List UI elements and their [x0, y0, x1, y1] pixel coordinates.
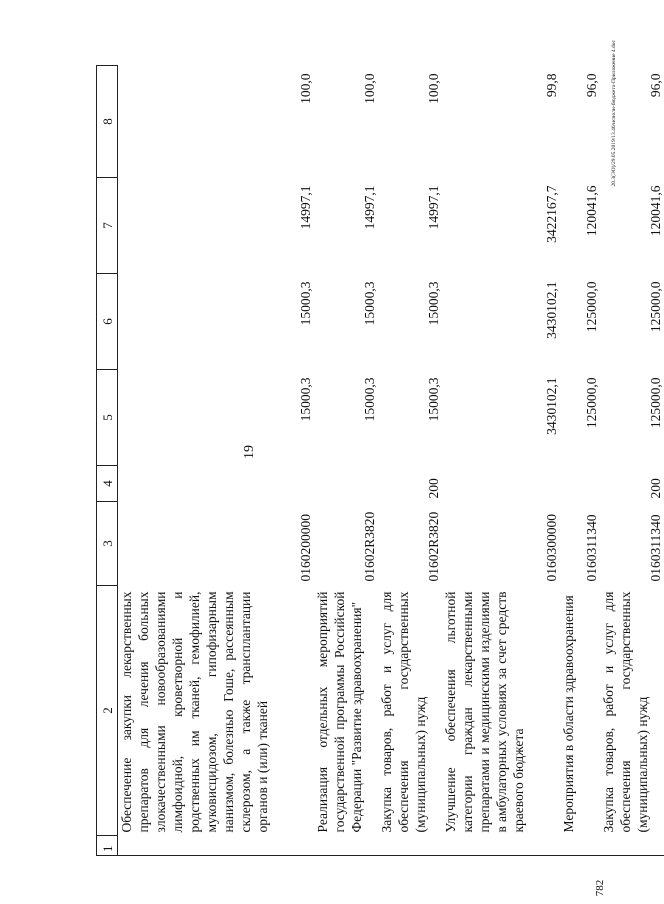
row-clarified: 15000,3 — [298, 281, 313, 326]
row-percent: 100,0 — [362, 73, 377, 104]
header-col-5: 5 — [97, 370, 118, 466]
row-clarified: 125000,0 — [584, 281, 599, 333]
row-executed: 14997,1 — [298, 185, 313, 230]
corner-page-number: 782 — [594, 879, 606, 897]
row-name: Обеспечение закупки лекарственных препаратов для лечения больных злокачественными новообразованиями лимфоидной, кроветворной и родственных им тканей, гемофилией, муковисцидозом, гипофизарным нанизмом, болезнью Гоше, рассеянным склерозом, а также трансплантации органов и (или) тканей — [119, 591, 270, 833]
row-name: Закупка товаров, работ и услуг для обеспечения государственных (муниципальных) нужд — [601, 591, 650, 833]
row-plan: 125000,0 — [584, 377, 599, 429]
row-vr: 200 — [648, 478, 663, 499]
row-percent: 96,0 — [648, 73, 663, 98]
header-col-6: 6 — [97, 274, 118, 370]
header-col-3: 3 — [97, 502, 118, 586]
table-row — [314, 66, 378, 856]
table-row — [118, 66, 315, 856]
row-code: 0160311340 — [648, 514, 663, 582]
row-code: 01602R3820 — [362, 511, 377, 582]
table-row — [378, 66, 442, 856]
row-vr — [118, 466, 315, 502]
header-col-2: 2 — [97, 586, 118, 836]
row-plan: 15000,3 — [426, 377, 441, 422]
row-number-cell — [560, 836, 600, 856]
row-name: Улучшение обеспечения льготной категории граждан лекарственными препаратами и медицинскими изделиями в амбулаторных условиях за счет средств краевого бюджета — [443, 591, 526, 833]
row-percent: 100,0 — [426, 73, 441, 104]
row-executed: 120041,6 — [584, 185, 599, 237]
row-executed: 14997,1 — [426, 185, 441, 230]
header-col-7: 7 — [97, 178, 118, 274]
header-col-8: 8 — [97, 66, 118, 178]
row-clarified: 125000,0 — [648, 281, 663, 333]
row-vr — [560, 466, 600, 502]
row-clarified: 15000,3 — [426, 281, 441, 326]
row-plan: 15000,3 — [298, 377, 313, 422]
row-code: 0160200000 — [298, 514, 313, 582]
row-executed: 3422167,7 — [544, 185, 559, 243]
page-number: 19 — [242, 445, 257, 459]
row-number-cell — [314, 836, 378, 856]
row-code: 0160300000 — [544, 514, 559, 582]
header-col-1: 1 — [97, 836, 118, 856]
row-plan: 125000,0 — [648, 377, 663, 429]
row-name: Мероприятия в области здравоохранения — [561, 595, 576, 833]
row-name: Закупка товаров, работ и услуг для обеспечения государственных (муниципальных) нужд — [379, 591, 428, 833]
row-percent: 99,8 — [544, 73, 559, 98]
row-vr: 200 — [426, 478, 441, 499]
table-row — [600, 66, 664, 856]
row-number-cell — [378, 836, 442, 856]
row-clarified: 15000,3 — [362, 281, 377, 326]
row-code: 0160311340 — [584, 514, 599, 582]
budget-execution-table — [96, 65, 664, 856]
table-row — [560, 66, 600, 856]
row-vr — [442, 466, 560, 502]
row-plan: 15000,3 — [362, 377, 377, 422]
row-vr — [314, 466, 378, 502]
row-name: Реализация отдельных мероприятий государственной программы Российской Федерации "Развитие здравоохранения" — [315, 591, 364, 833]
table-row — [442, 66, 560, 856]
row-clarified: 3430102,1 — [544, 281, 559, 339]
row-executed: 120041,6 — [648, 185, 663, 237]
row-percent: 100,0 — [298, 73, 313, 104]
header-col-4: 4 — [97, 466, 118, 502]
row-percent: 96,0 — [584, 73, 599, 98]
document-footer-reference: 20.3(ЭО)/29.05.2019/13.46/исполн-бюджета-Приложение 4.doc — [611, 40, 617, 187]
row-executed: 14997,1 — [362, 185, 377, 230]
row-number-cell — [600, 836, 664, 856]
row-number-cell — [118, 836, 315, 856]
row-code: 01602R3820 — [426, 511, 441, 582]
table-header-row — [97, 66, 118, 856]
row-plan: 3430102,1 — [544, 377, 559, 435]
row-number-cell — [442, 836, 560, 856]
